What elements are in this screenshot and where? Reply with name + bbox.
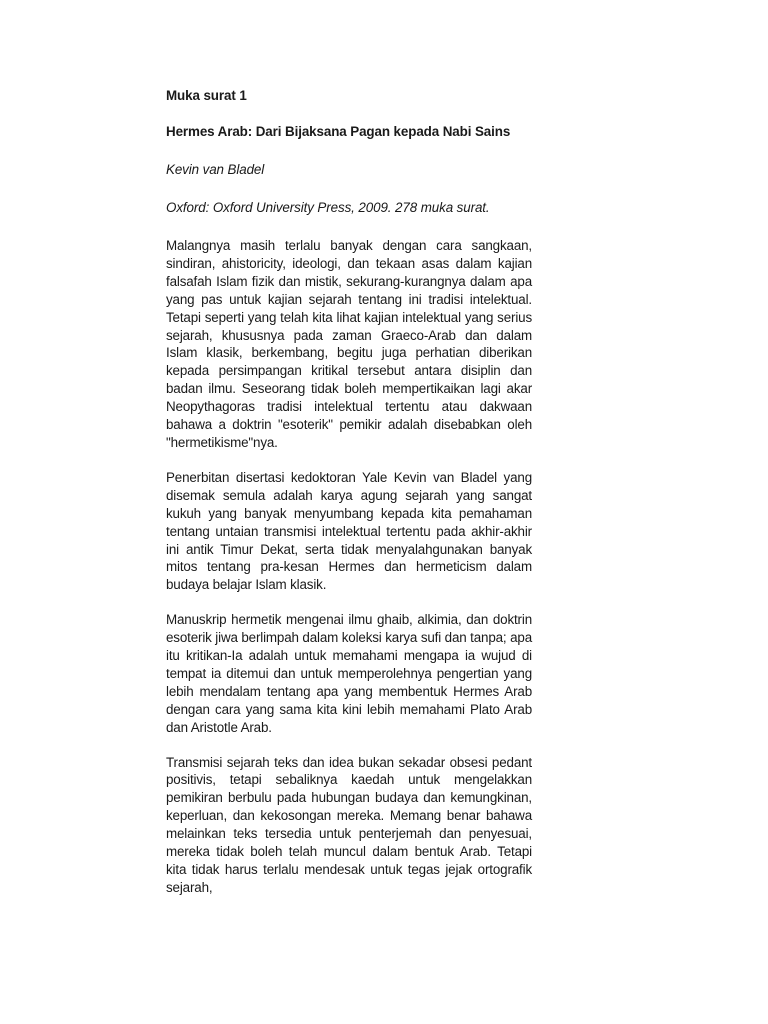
paragraph-2: Penerbitan disertasi kedoktoran Yale Kevin van Bladel yang disemak semula adalah karya agung sejarah yang sangat kukuh yang banyak menyumbang kepada kita pemahaman tentang untaian transmisi intelektual tertentu pada akhir-akhir ini antik Timur Dekat, serta tidak menyalahgunakan banyak mitos tentang pra-kesan Hermes dan hermeticism dalam budaya belajar Islam klasik. [166,469,532,593]
paragraph-1: Malangnya masih terlalu banyak dengan cara sangkaan, sindiran, ahistoricity, ideologi, dan tekaan asas dalam kajian falsafah Islam fizik dan mistik, sekurang-kurangnya dalam apa yang pas untuk kajian sejarah tentang ini tradisi intelektual. Tetapi seperti yang telah kita lihat kajian intelektual yang serius sejarah, khususnya pada zaman Graeco-Arab dan dalam Islam klasik, berkembang, begitu juga perhatian diberikan kepada persimpangan kritikal tersebut antara disiplin dan badan ilmu. Seseorang tidak boleh mempertikaikan lagi akar Neopythagoras tradisi intelektual tertentu atau dakwaan bahawa a doktrin "esoterik" pemikir adalah disebabkan oleh "hermetikisme"nya. [166,238,532,450]
page-label: Muka surat 1 [166,88,247,103]
document-page [166,86,532,897]
paragraph-4: Transmisi sejarah teks dan idea bukan sekadar obsesi pedant positivis, tetapi sebaliknya kaedah untuk mengelakkan pemikiran berbulu pada hubungan budaya dan kemungkinan, keperluan, dan kekosongan mereka. Memang benar bahawa melainkan teks tersedia untuk penterjemah dan penyesuai, mereka tidak boleh telah muncul dalam bentuk Arab. Tetapi kita tidak harus terlalu mendesak untuk tegas jejak ortografik sejarah, [166,754,532,895]
publication-info: Oxford: Oxford University Press, 2009. 278 muka surat. [166,200,490,215]
paragraph-3: Manuskrip hermetik mengenai ilmu ghaib, alkimia, dan doktrin esoterik jiwa berlimpah dalam koleksi karya sufi dan tanpa; apa itu kritikan-Ia adalah untuk memahami mengapa ia wujud di tempat ia ditemui dan untuk memperolehnya pengertian yang lebih mendalam tentang apa yang membentuk Hermes Arab dengan cara yang sama kita kini lebih memahami Plato Arab dan Aristotle Arab. [166,612,532,735]
book-title: Hermes Arab: Dari Bijaksana Pagan kepada Nabi Sains [166,124,511,139]
book-author: Kevin van Bladel [166,162,265,177]
